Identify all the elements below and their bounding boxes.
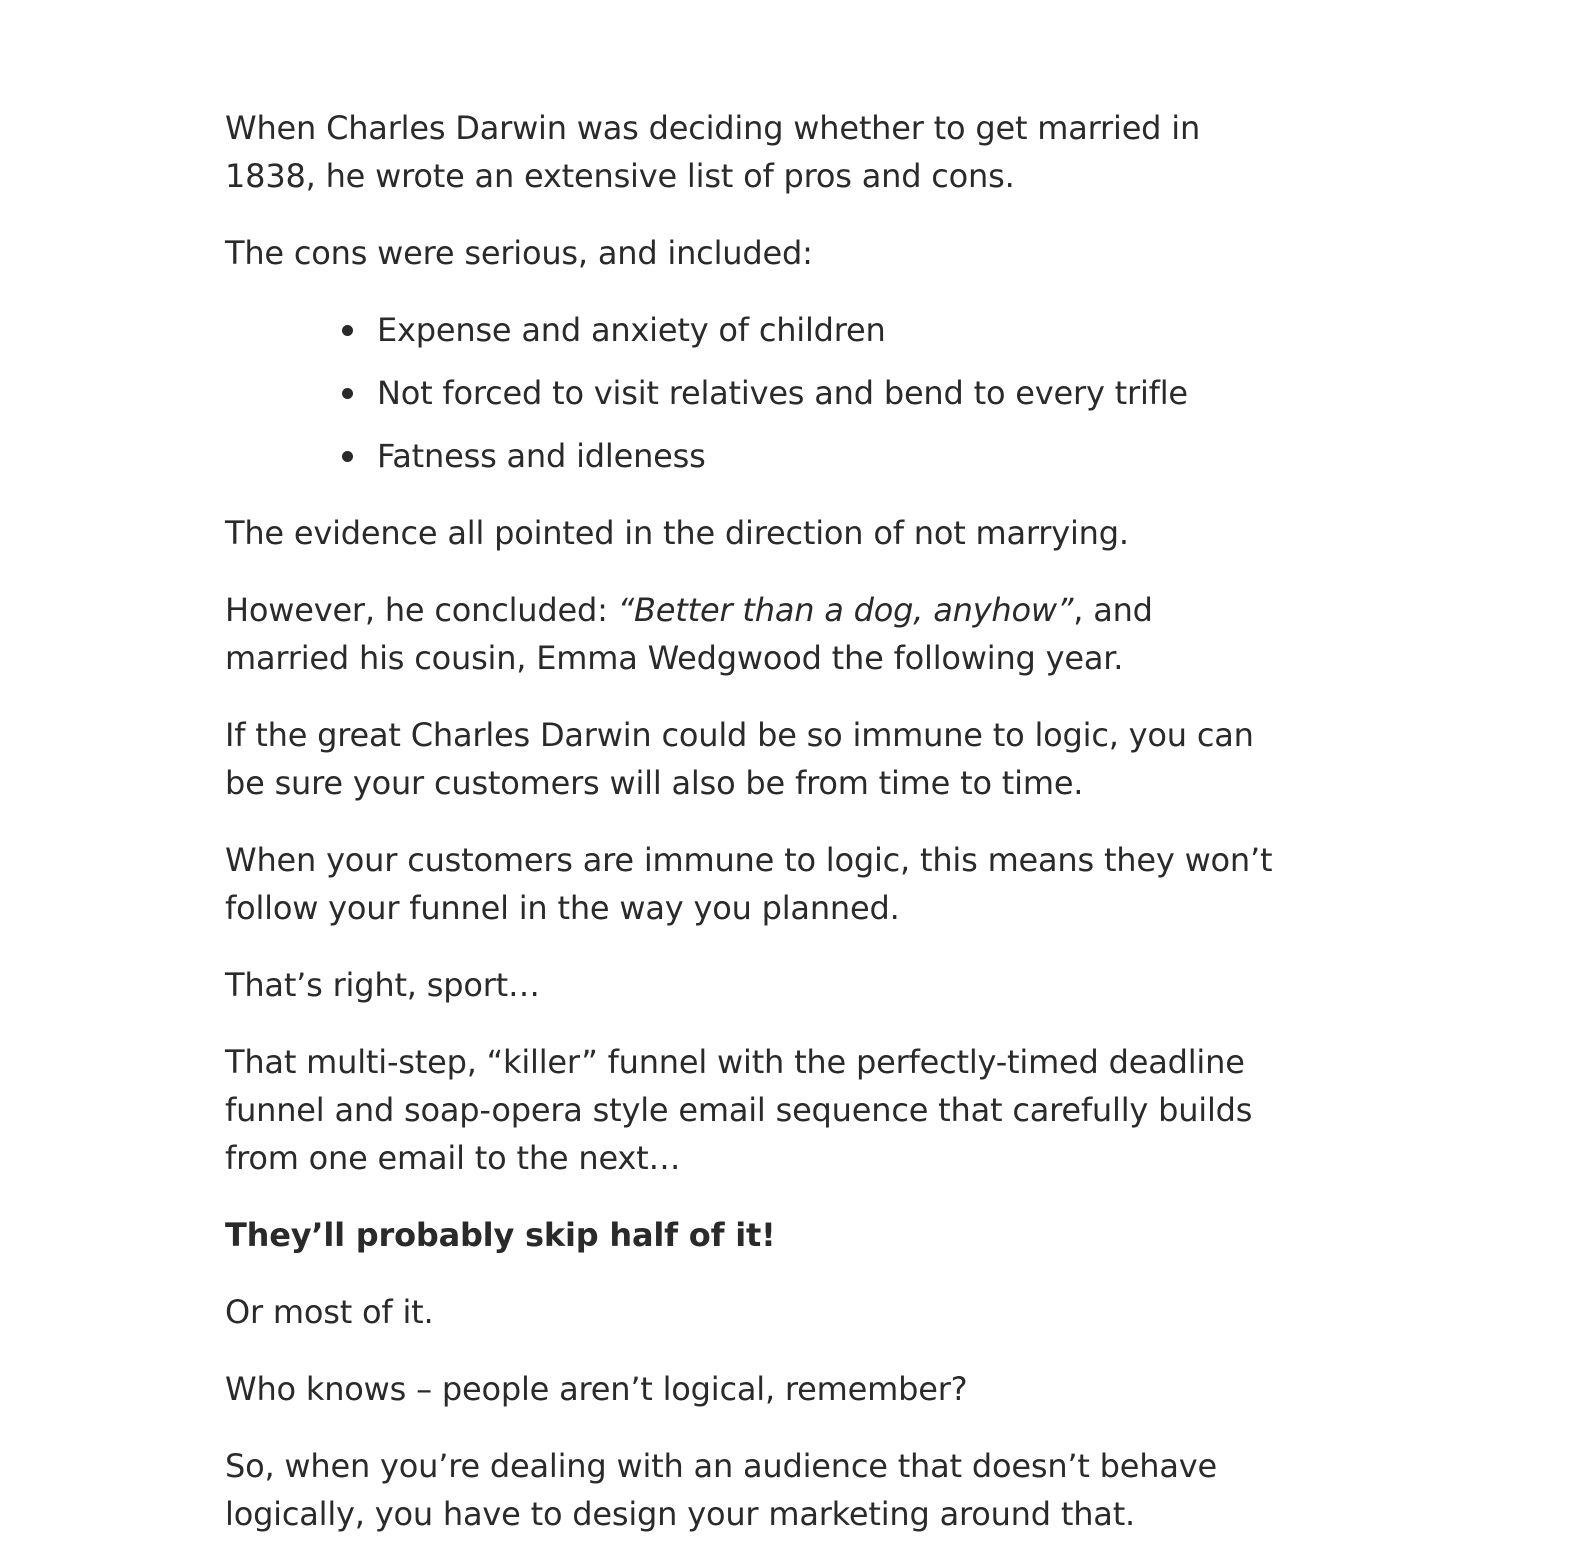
article-body <box>225 104 1285 1567</box>
darwin-quote: “Better than a dog, anyhow” <box>617 591 1074 629</box>
list-item <box>377 369 1285 417</box>
paragraph-intro: When Charles Darwin was deciding whether to get married in 1838, he wrote an extensive list of pros and cons. <box>225 109 1201 195</box>
paragraph-closing: So, when you’re dealing with an audience that doesn’t behave logically, you have to design your marketing around that. <box>225 1447 1218 1533</box>
paragraph-logic: If the great Charles Darwin could be so immune to logic, you can be sure your customers will also be from time to time. <box>225 716 1254 802</box>
paragraph-funnel: When your customers are immune to logic, this means they won’t follow your funnel in the way you planned. <box>225 841 1273 927</box>
list-item <box>377 432 1285 480</box>
bullet-icon <box>342 388 353 399</box>
bullet-icon <box>342 325 353 336</box>
cons-list <box>225 306 1285 480</box>
paragraph-skip-half: They’ll probably skip half of it! <box>225 1216 776 1254</box>
list-item-text: Expense and anxiety of children <box>377 311 886 349</box>
bullet-icon <box>342 451 353 462</box>
paragraph-sport: That’s right, sport… <box>225 966 540 1004</box>
paragraph-who-knows: Who knows – people aren’t logical, remember? <box>225 1370 968 1408</box>
list-item <box>377 306 1285 354</box>
paragraph-killer-funnel: That multi-step, “killer” funnel with the perfectly-timed deadline funnel and soap-opera style email sequence that carefully builds from one email to the next… <box>225 1043 1253 1177</box>
paragraph-evidence: The evidence all pointed in the direction of not marrying. <box>225 514 1129 552</box>
paragraph-conclusion <box>225 586 1285 682</box>
list-item-text: Not forced to visit relatives and bend to every trifle <box>377 374 1188 412</box>
paragraph-cons-intro: The cons were serious, and included: <box>225 234 813 272</box>
list-item-text: Fatness and idleness <box>377 437 706 475</box>
conclusion-suffix: , and married his cousin, Emma Wedgwood the following year. <box>225 591 1153 677</box>
conclusion-prefix: However, he concluded: <box>225 591 618 629</box>
paragraph-most: Or most of it. <box>225 1293 434 1331</box>
